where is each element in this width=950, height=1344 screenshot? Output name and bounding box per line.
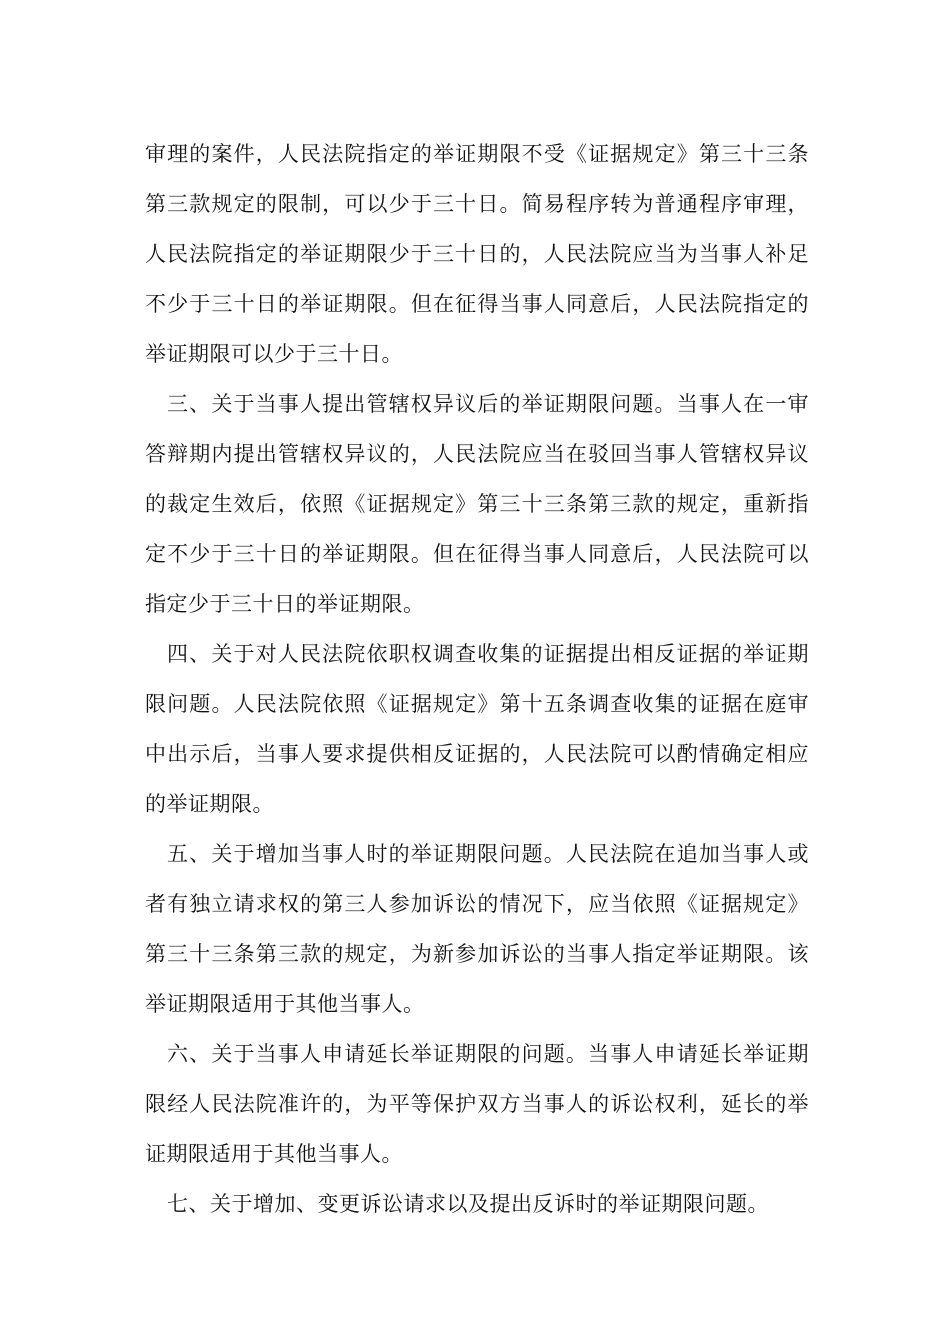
document-body <box>145 129 809 1229</box>
paragraph-section-3: 三、关于当事人提出管辖权异议后的举证期限问题。当事人在一审答辩期内提出管辖权异议的，人民法院应当在驳回当事人管辖权异议的裁定生效后，依照《证据规定》第三十三条第三款的规定，重新指定不少于三十日的举证期限。但在征得当事人同意后，人民法院可以指定少于三十日的举证期限。 <box>145 392 809 616</box>
paragraph-section-7: 七、关于增加、变更诉讼请求以及提出反诉时的举证期限问题。 <box>167 1192 769 1216</box>
paragraph-section-5: 五、关于增加当事人时的举证期限问题。人民法院在追加当事人或者有独立请求权的第三人参加诉讼的情况下，应当依照《证据规定》第三十三条第三款的规定，为新参加诉讼的当事人指定举证期限。该举证期限适用于其他当事人。 <box>145 842 809 1016</box>
paragraph-continuation: 审理的案件，人民法院指定的举证期限不受《证据规定》第三十三条第三款规定的限制，可以少于三十日。简易程序转为普通程序审理，人民法院指定的举证期限少于三十日的，人民法院应当为当事人补足不少于三十日的举证期限。但在征得当事人同意后，人民法院指定的举证期限可以少于三十日。 <box>145 142 809 366</box>
paragraph-section-4: 四、关于对人民法院依职权调查收集的证据提出相反证据的举证期限问题。人民法院依照《证据规定》第十五条调查收集的证据在庭审中出示后，当事人要求提供相反证据的，人民法院可以酌情确定相应的举证期限。 <box>145 642 809 816</box>
paragraph-section-6: 六、关于当事人申请延长举证期限的问题。当事人申请延长举证期限经人民法院准许的，为平等保护双方当事人的诉讼权利，延长的举证期限适用于其他当事人。 <box>145 1042 809 1166</box>
